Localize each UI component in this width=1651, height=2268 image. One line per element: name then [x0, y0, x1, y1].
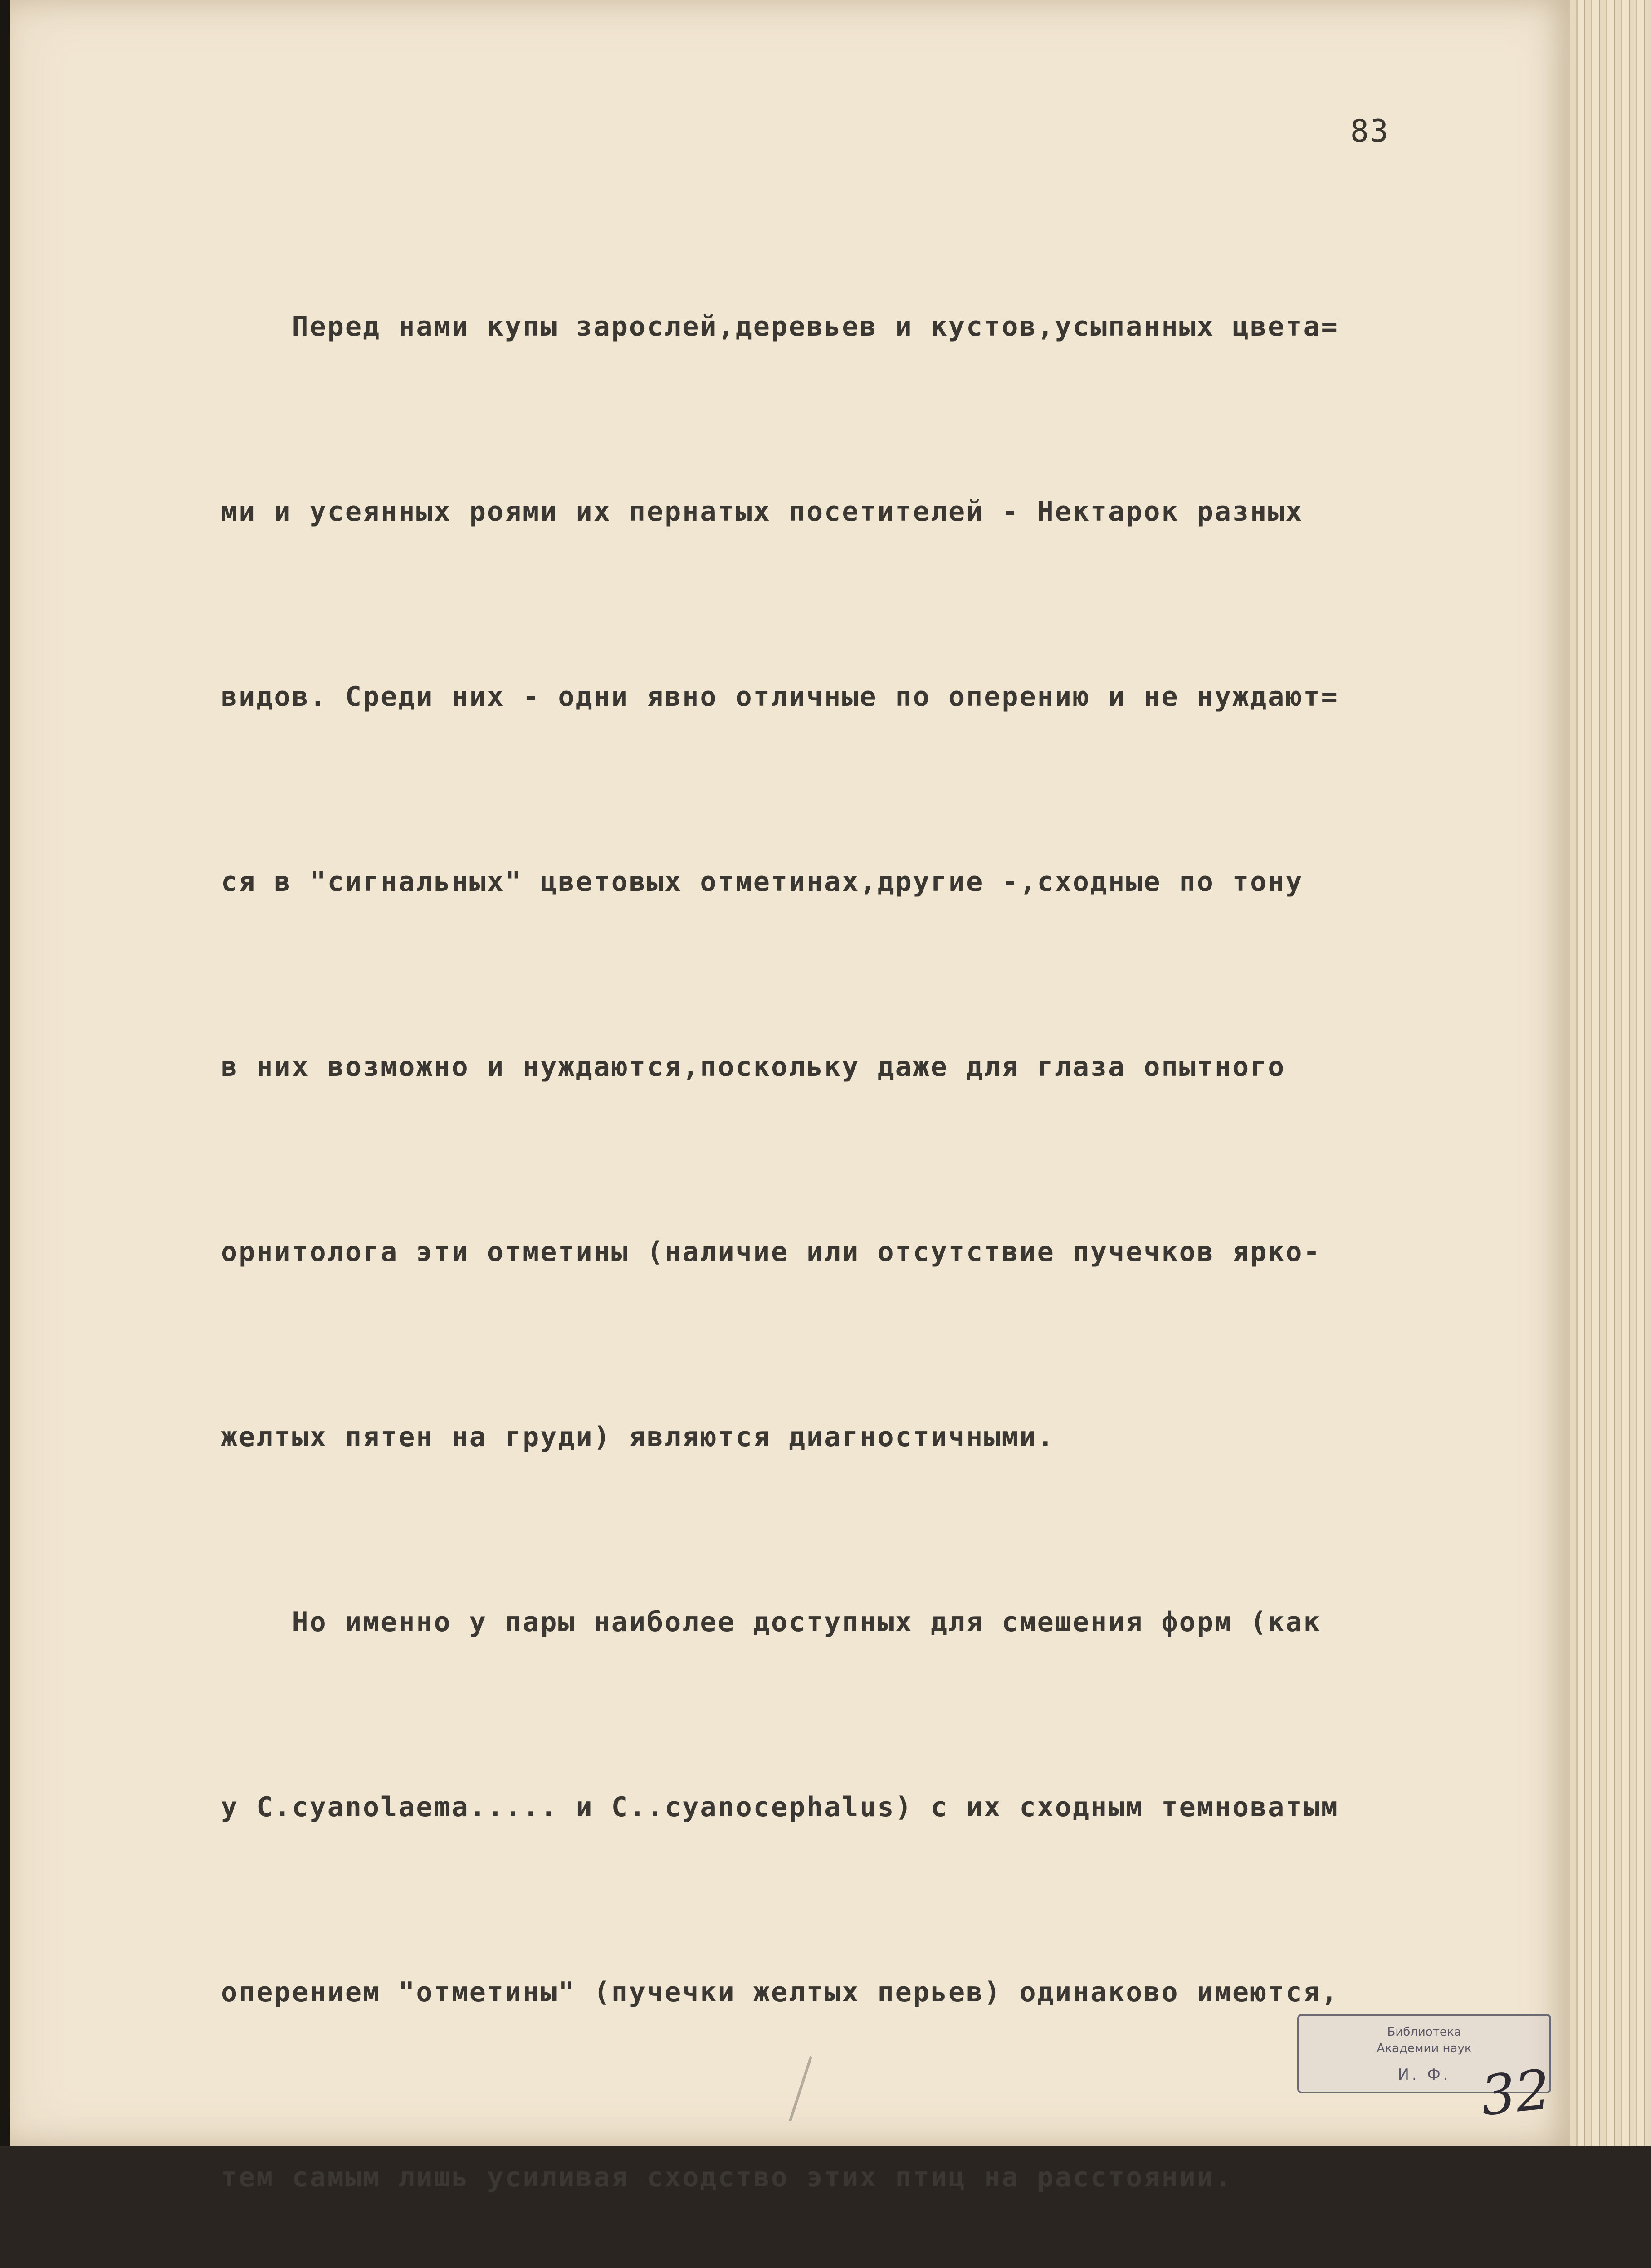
typewritten-body	[221, 172, 1536, 2268]
text-line: оперением "отметины" (пучечки желтых перьев) одинаково имеются,	[221, 1976, 1339, 2008]
stamp-line: Библиотека	[1387, 2025, 1461, 2039]
page-number: 83	[1350, 113, 1389, 149]
scan-border	[0, 0, 10, 2146]
text-line: в них возможно и нуждаются,поскольку даже для глаза опытного	[221, 1051, 1286, 1083]
text-line: желтых пятен на груди) являются диагностичными.	[221, 1421, 1055, 1453]
text-line: орнитолога эти отметины (наличие или отсутствие пучечков ярко-	[221, 1236, 1321, 1268]
text-line: ся в "сигнальных" цветовых отметинах,другие -,сходные по тону	[221, 866, 1304, 898]
text-line: Перед нами купы зарослей,деревьев и кустов,усыпанных цвета=	[221, 311, 1339, 342]
document-page	[10, 0, 1570, 2193]
text-line: ми и усеянных роями их пернатых посетителей - Нектарок разных	[221, 496, 1304, 528]
text-line: видов. Среди них - одни явно отличные по оперению и не нуждают=	[221, 681, 1339, 713]
folio-number: 32	[1478, 2058, 1553, 2128]
text-line: Но именно у пары наиболее доступных для смешения форм (как	[221, 1606, 1321, 1638]
stamp-abbreviation: И. Ф.	[1397, 2066, 1451, 2084]
stacked-page-edges	[1570, 0, 1651, 2146]
text-line: у C.cyanolaema..... и C..cyanocephalus) с их сходным темноватым	[221, 1791, 1339, 1823]
text-line: тем самым лишь усиливая сходство этих птиц на расстоянии.	[221, 2161, 1233, 2193]
stamp-line: Академии наук	[1377, 2042, 1472, 2055]
